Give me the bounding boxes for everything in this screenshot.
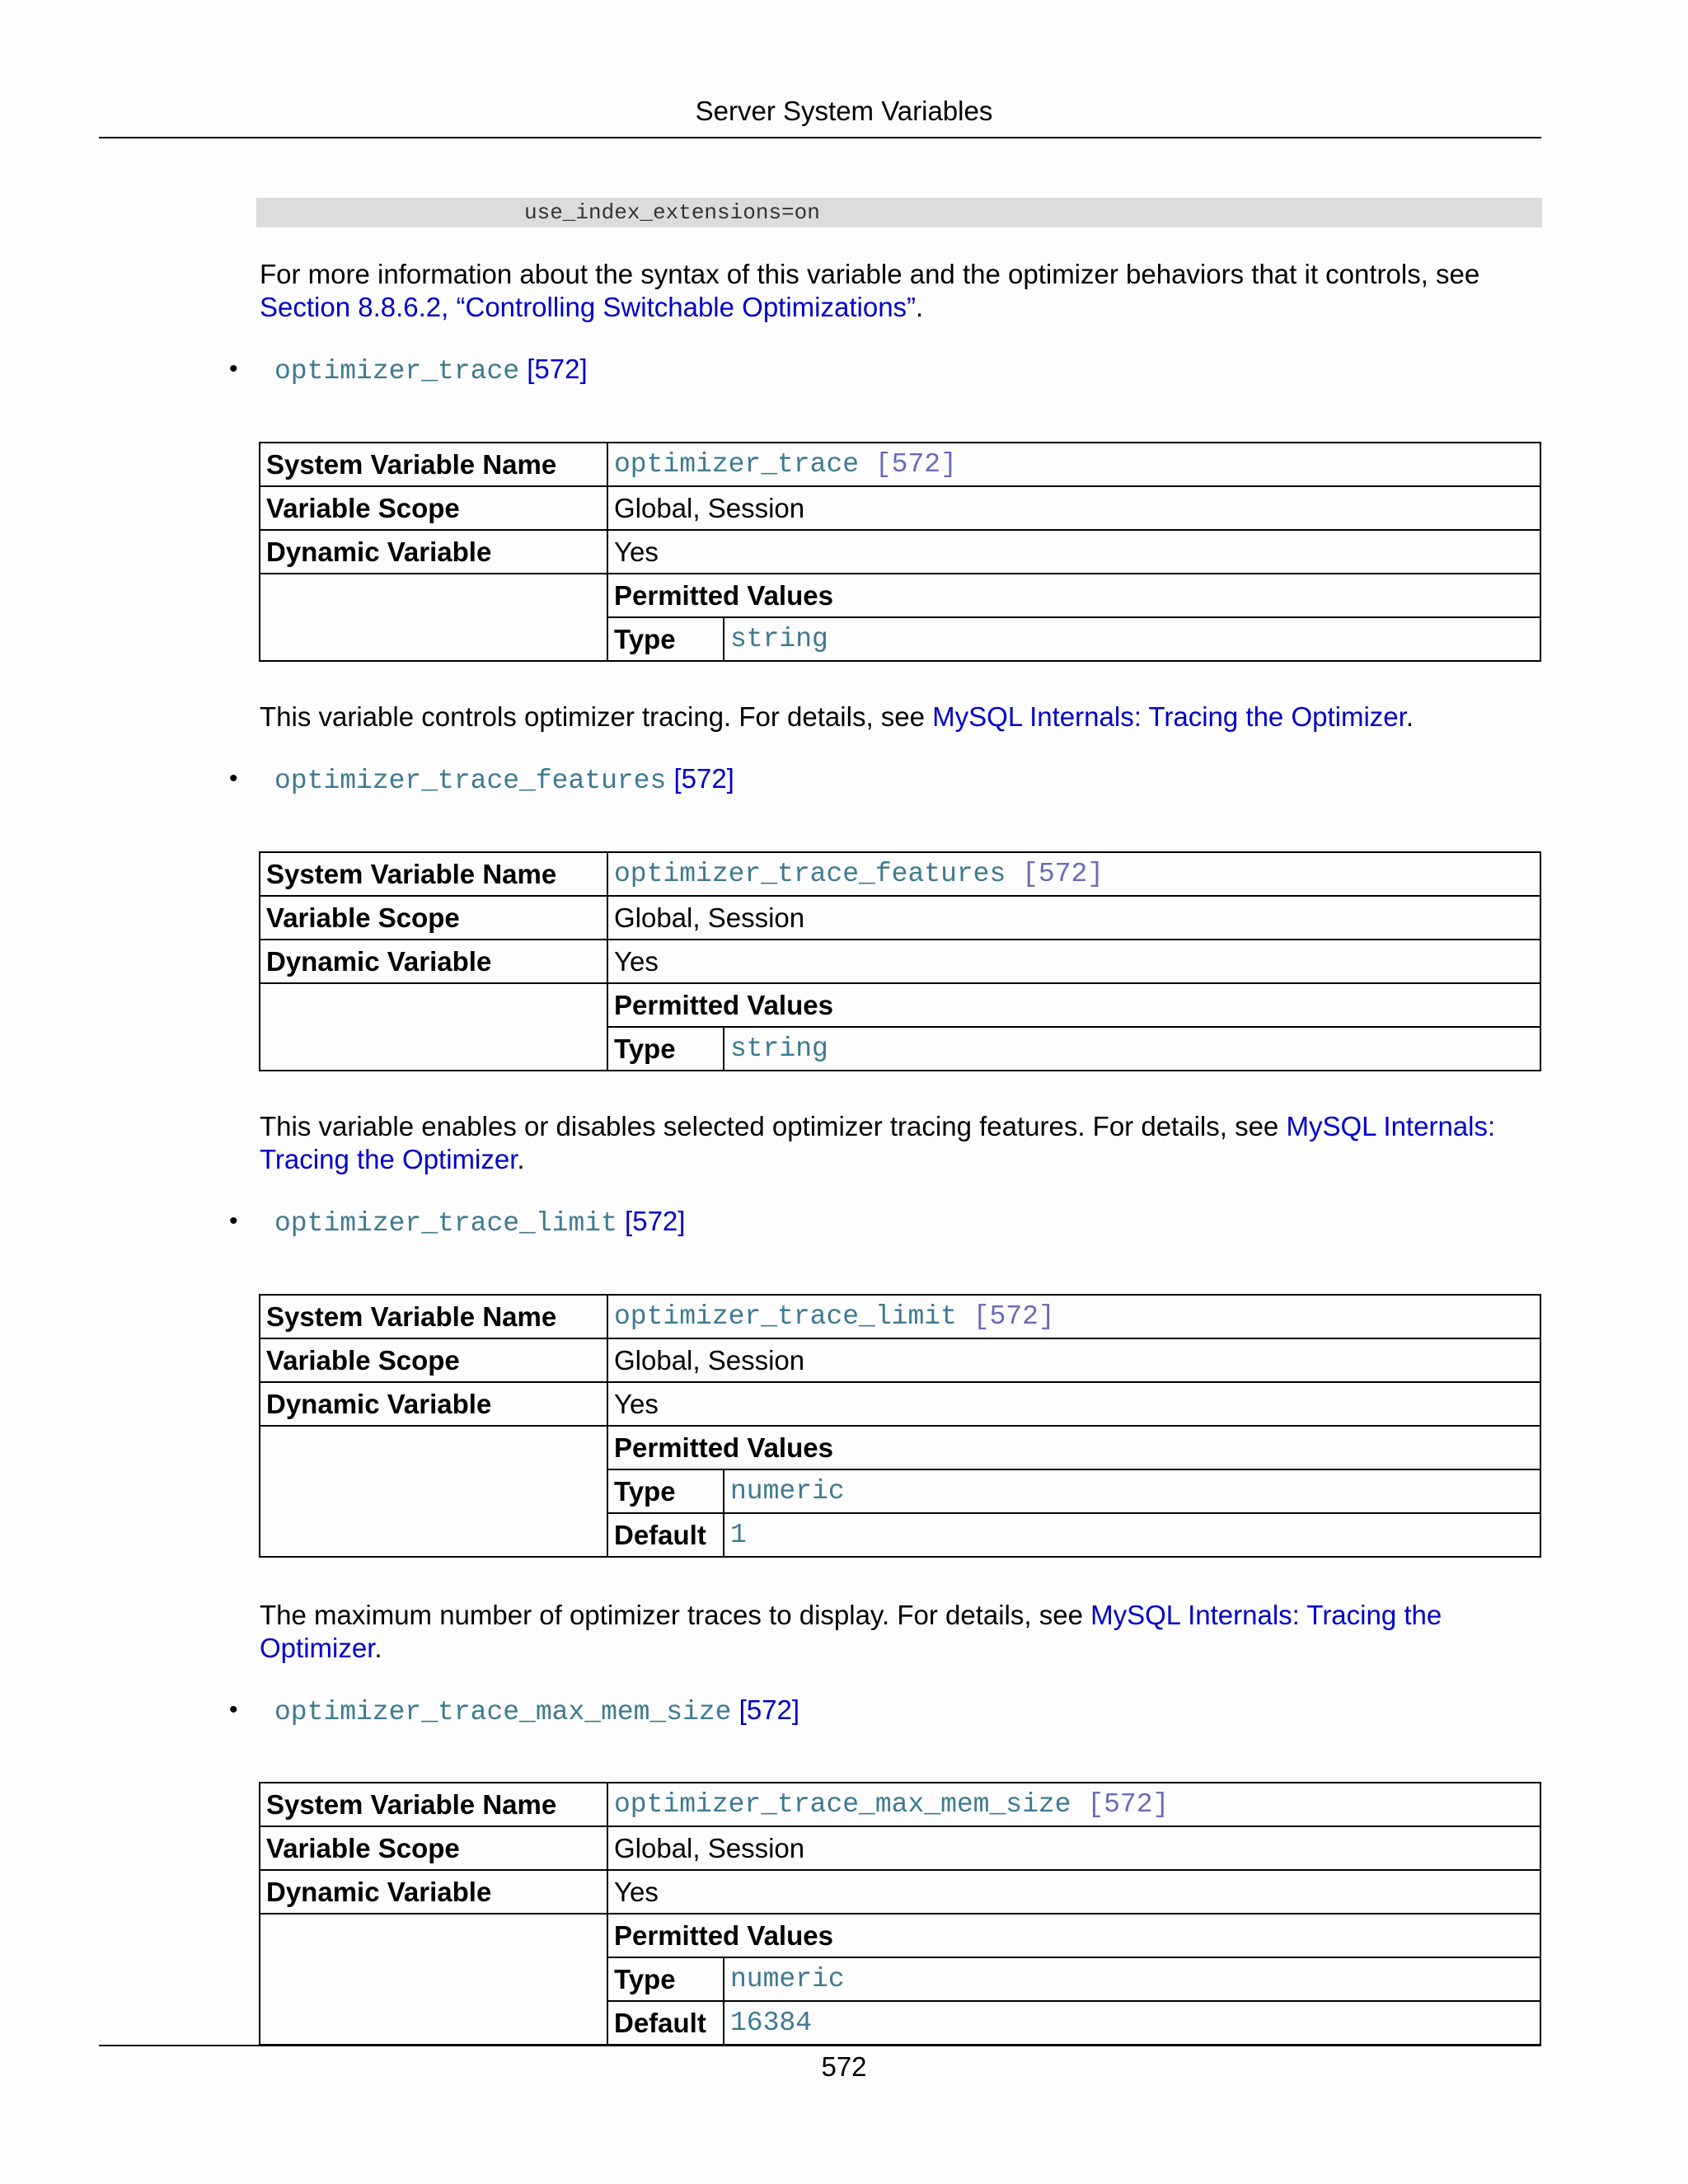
internals-link[interactable]: MySQL Internals: Tracing the Optimizer	[260, 1111, 1496, 1174]
scope-value: Global, Session	[607, 1338, 1540, 1382]
type-value: numeric	[724, 1957, 1540, 2001]
row-label: Variable Scope	[260, 896, 607, 940]
type-label: Type	[607, 1957, 724, 2001]
scope-value: Global, Session	[607, 1826, 1540, 1870]
empty-cell	[260, 1426, 607, 1557]
var-name-link[interactable]: optimizer_trace	[274, 356, 520, 387]
table-row	[260, 443, 1540, 486]
bullet: •	[229, 1207, 238, 1235]
permitted-values-label: Permitted Values	[607, 574, 1540, 617]
page-ref-link[interactable]: [572]	[527, 354, 588, 384]
row-label: Variable Scope	[260, 1338, 607, 1382]
intro-paragraph	[260, 258, 1545, 324]
type-value: string	[724, 617, 1540, 661]
row-label: System Variable Name	[260, 443, 607, 486]
var-name-link[interactable]: optimizer_trace_limit	[274, 1208, 617, 1239]
row-label: Dynamic Variable	[260, 530, 607, 574]
row-label: Dynamic Variable	[260, 1870, 607, 1914]
default-value: 1	[724, 1513, 1540, 1557]
row-label: Variable Scope	[260, 1826, 607, 1870]
code-text: use_index_extensions=on	[524, 200, 820, 225]
table-row	[260, 574, 1540, 617]
desc-tail: .	[1405, 701, 1414, 732]
permitted-values-label: Permitted Values	[607, 983, 1540, 1027]
desc-tail: .	[517, 1144, 525, 1174]
bullet: •	[229, 1696, 238, 1723]
page-ref-link[interactable]: [572]	[973, 1301, 1055, 1332]
scope-value: Global, Session	[607, 896, 1540, 940]
empty-cell	[260, 983, 607, 1071]
description-paragraph	[260, 701, 1545, 733]
footer-rule	[99, 2045, 1541, 2046]
row-label: System Variable Name	[260, 1783, 607, 1826]
header-rule	[99, 137, 1541, 138]
page-ref-link[interactable]: [572]	[738, 1694, 800, 1725]
type-label: Type	[607, 1469, 724, 1513]
variable-table	[259, 1294, 1541, 1558]
intro-tail: .	[916, 292, 924, 322]
empty-cell	[260, 574, 607, 661]
row-label: Dynamic Variable	[260, 1382, 607, 1426]
row-label: Dynamic Variable	[260, 940, 607, 983]
table-row	[260, 1783, 1540, 1826]
default-label: Default	[607, 1513, 724, 1557]
dynamic-value: Yes	[607, 940, 1540, 983]
table-row	[260, 896, 1540, 940]
var-name-cell	[607, 852, 1540, 896]
table-row	[260, 852, 1540, 896]
table-row	[260, 530, 1540, 574]
dynamic-value: Yes	[607, 1870, 1540, 1914]
table-row	[260, 1826, 1540, 1870]
type-value: numeric	[724, 1469, 1540, 1513]
type-label: Type	[607, 617, 724, 661]
type-value: string	[724, 1027, 1540, 1071]
table-row	[260, 983, 1540, 1027]
page-ref-link[interactable]: [572]	[673, 763, 734, 794]
desc-tail: .	[374, 1633, 382, 1663]
row-label: System Variable Name	[260, 852, 607, 896]
desc-text: This variable controls optimizer tracing. For details, see	[260, 701, 933, 732]
page-ref-link[interactable]: [572]	[625, 1206, 686, 1236]
description-paragraph	[260, 1599, 1545, 1665]
variable-table	[259, 1782, 1541, 2046]
table-row	[260, 1870, 1540, 1914]
desc-text: This variable enables or disables selected optimizer tracing features. For details, see	[260, 1111, 1287, 1141]
permitted-values-label: Permitted Values	[607, 1426, 1540, 1469]
var-name-cell	[607, 1783, 1540, 1826]
page-number: 572	[821, 2051, 867, 2082]
table-row	[260, 1426, 1540, 1469]
var-name-link[interactable]: optimizer_trace_limit	[614, 1301, 957, 1332]
variable-table	[259, 442, 1541, 662]
table-row	[260, 1382, 1540, 1426]
var-heading	[274, 1205, 685, 1240]
var-name-link[interactable]: optimizer_trace_max_mem_size	[274, 1697, 732, 1727]
desc-text: The maximum number of optimizer traces to display. For details, see	[260, 1600, 1091, 1630]
var-name-link[interactable]: optimizer_trace_max_mem_size	[614, 1788, 1071, 1820]
default-label: Default	[607, 2001, 724, 2045]
internals-link[interactable]: MySQL Internals: Tracing the Optimizer	[260, 1600, 1442, 1663]
row-label: Variable Scope	[260, 486, 607, 530]
intro-text: For more information about the syntax of this variable and the optimizer behaviors that it controls, see	[260, 259, 1480, 289]
section-link[interactable]: Section 8.8.6.2, “Controlling Switchable Optimizations”	[260, 292, 917, 322]
var-name-link[interactable]: optimizer_trace_features	[614, 858, 1006, 889]
var-heading	[274, 1694, 799, 1729]
var-heading	[274, 353, 588, 388]
table-row	[260, 1295, 1540, 1338]
var-name-link[interactable]: optimizer_trace	[614, 448, 860, 480]
table-row	[260, 1914, 1540, 1957]
var-heading	[274, 762, 734, 798]
page-ref-link[interactable]: [572]	[874, 448, 957, 480]
permitted-values-label: Permitted Values	[607, 1914, 1540, 1957]
bullet: •	[229, 765, 238, 792]
code-snippet	[256, 198, 1542, 227]
table-row	[260, 1338, 1540, 1382]
bullet: •	[229, 355, 238, 382]
empty-cell	[260, 1914, 607, 2045]
var-name-link[interactable]: optimizer_trace_features	[274, 766, 667, 796]
default-value: 16384	[724, 2001, 1540, 2045]
dynamic-value: Yes	[607, 1382, 1540, 1426]
scope-value: Global, Session	[607, 486, 1540, 530]
dynamic-value: Yes	[607, 530, 1540, 574]
var-name-cell	[607, 1295, 1540, 1338]
table-row	[260, 486, 1540, 530]
internals-link[interactable]: MySQL Internals: Tracing the Optimizer	[932, 701, 1406, 732]
page-ref-link[interactable]: [572]	[1087, 1788, 1170, 1820]
description-paragraph	[260, 1110, 1545, 1176]
row-label: System Variable Name	[260, 1295, 607, 1338]
var-name-cell	[607, 443, 1540, 486]
variable-table	[259, 851, 1541, 1071]
table-row	[260, 940, 1540, 983]
page-header-title: Server System Variables	[695, 96, 993, 126]
type-label: Type	[607, 1027, 724, 1071]
page-ref-link[interactable]: [572]	[1022, 858, 1104, 889]
